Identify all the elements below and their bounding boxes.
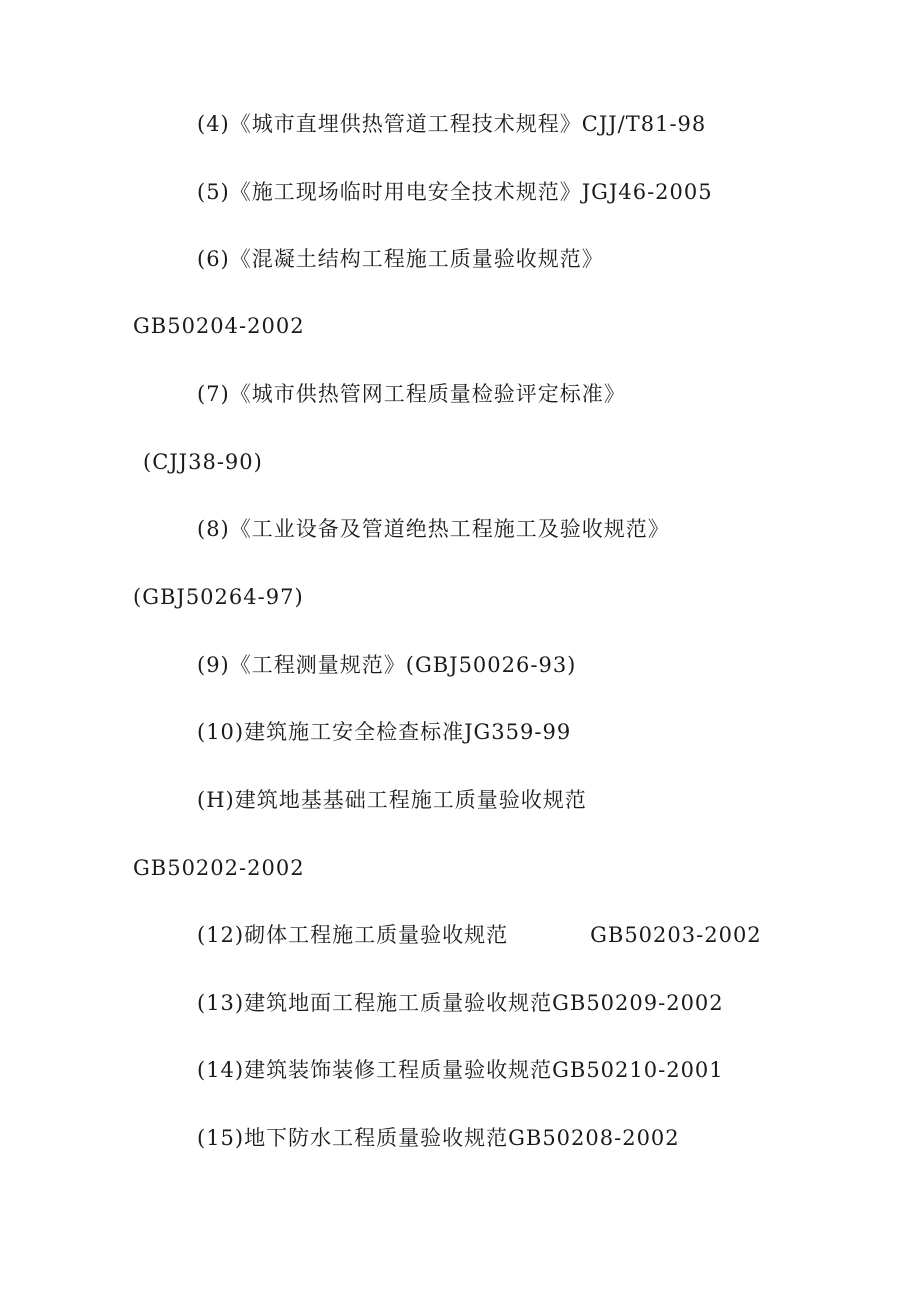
standard-item-12	[197, 921, 762, 949]
standard-item-7-code: (CJJ38-90)	[143, 450, 263, 474]
standard-item-12-title: (12)砌体工程施工质量验收规范	[197, 923, 509, 947]
standard-item-8-code: (GBJ50264-97)	[133, 585, 304, 609]
standard-item-4: (4)《城市直埋供热管道工程技术规程》CJJ/T81-98	[197, 112, 707, 136]
standard-item-14: (14)建筑装饰装修工程质量验收规范GB50210-2001	[197, 1058, 724, 1082]
standard-item-12-code: GB50203-2002	[590, 923, 762, 947]
standard-item-11-code: GB50202-2002	[133, 856, 305, 880]
standard-item-6: (6)《混凝土结构工程施工质量验收规范》	[197, 247, 604, 271]
standard-item-13: (13)建筑地面工程施工质量验收规范GB50209-2002	[197, 991, 724, 1015]
standard-item-9: (9)《工程测量规范》(GBJ50026-93)	[197, 653, 577, 677]
standard-item-11: (H)建筑地基基础工程施工质量验收规范	[197, 788, 587, 812]
standard-item-15: (15)地下防水工程质量验收规范GB50208-2002	[197, 1126, 680, 1150]
standard-item-6-code: GB50204-2002	[133, 314, 305, 338]
standard-item-10: (10)建筑施工安全检查标准JG359-99	[197, 720, 572, 744]
standard-item-7: (7)《城市供热管网工程质量检验评定标准》	[197, 382, 626, 406]
standard-item-8: (8)《工业设备及管道绝热工程施工及验收规范》	[197, 517, 670, 541]
standard-item-5: (5)《施工现场临时用电安全技术规范》JGJ46-2005	[197, 180, 713, 204]
